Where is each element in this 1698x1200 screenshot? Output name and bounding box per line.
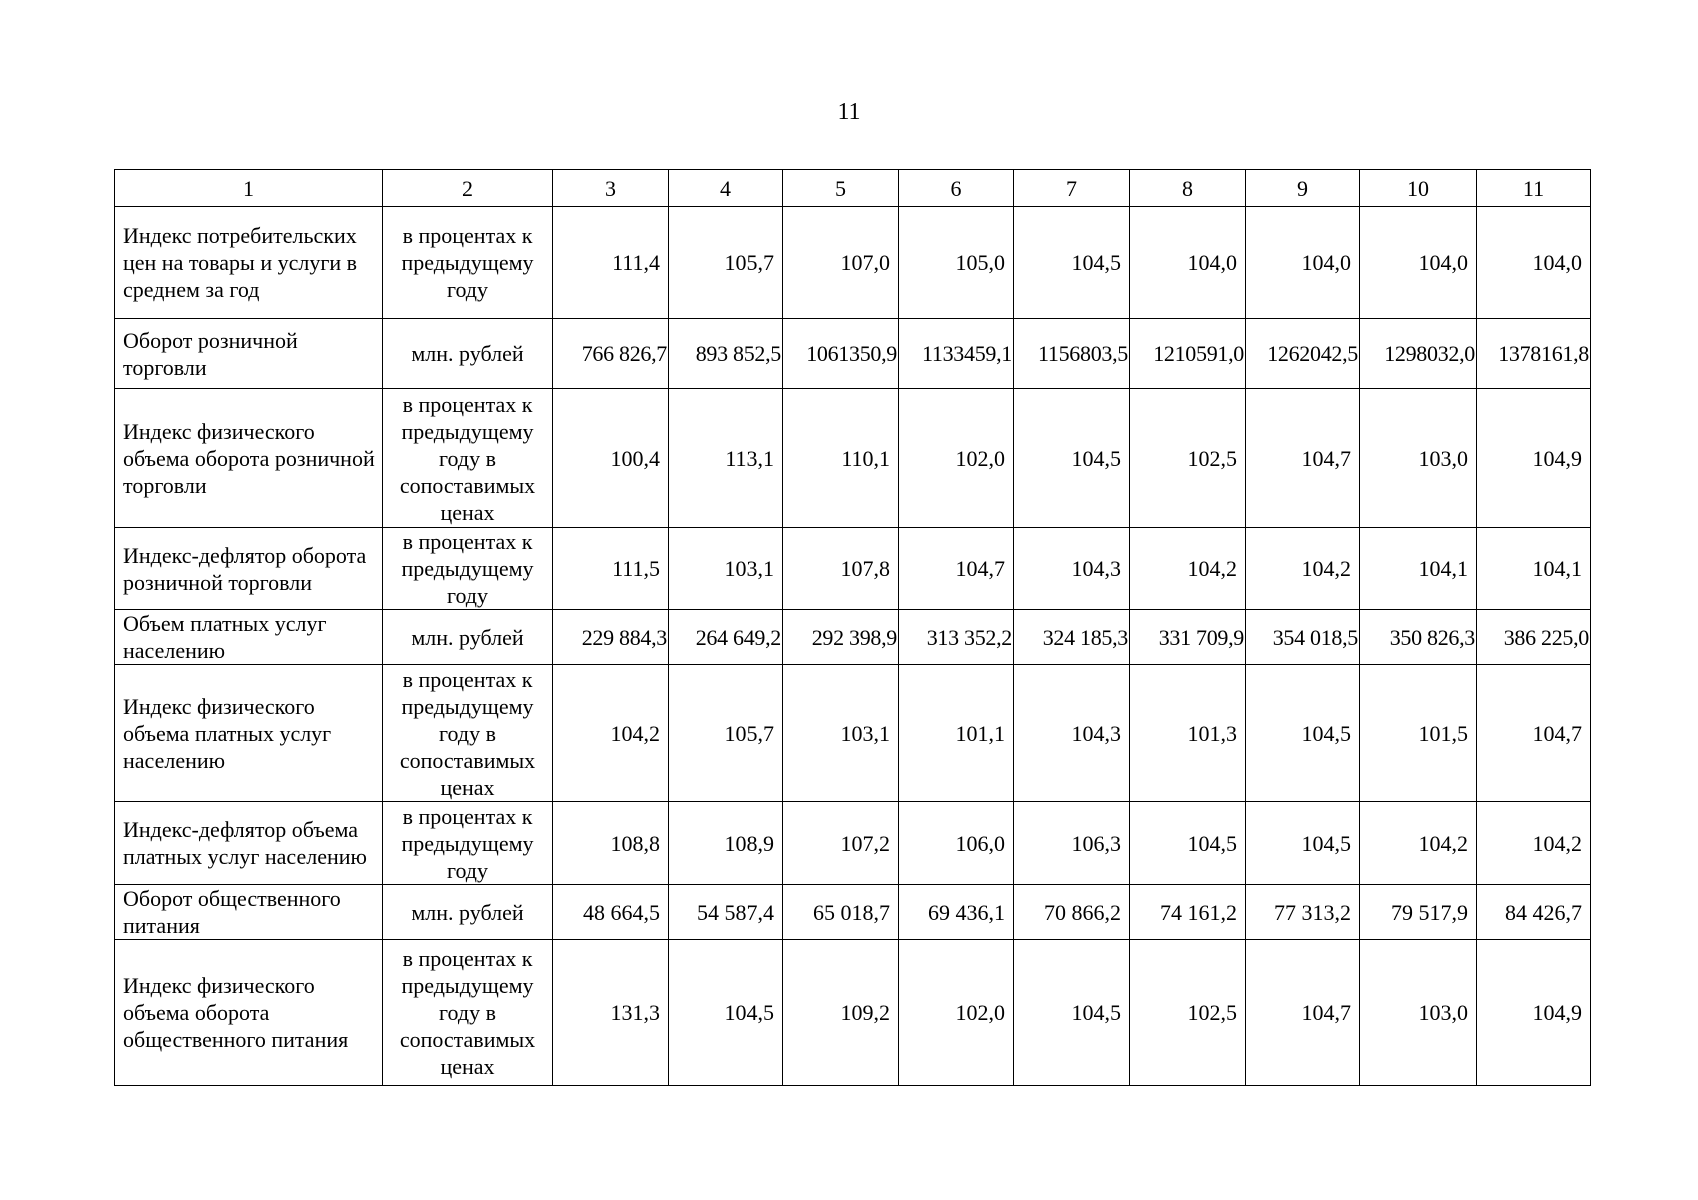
table-row [115,610,1591,665]
value-cell: 100,4 [553,389,669,528]
value-cell: 104,7 [1477,665,1591,802]
value-cell: 108,8 [553,802,669,885]
value-cell: 354 018,5 [1246,610,1360,665]
page-number: 11 [837,99,861,125]
unit-cell: млн. рублей [383,319,553,389]
value-cell: 104,5 [1014,207,1130,319]
value-cell: 104,2 [1360,802,1477,885]
value-cell: 766 826,7 [553,319,669,389]
column-header: 4 [669,170,783,207]
value-cell: 48 664,5 [553,885,669,940]
column-header: 1 [115,170,383,207]
table-row [115,885,1591,940]
value-cell: 1298032,0 [1360,319,1477,389]
header-row [115,170,1591,207]
value-cell: 104,2 [553,665,669,802]
value-cell: 104,5 [1014,389,1130,528]
value-cell: 70 866,2 [1014,885,1130,940]
value-cell: 104,2 [1130,528,1246,610]
value-cell: 104,7 [1246,940,1360,1086]
table-row [115,940,1591,1086]
indicator-cell: Объем платных услуг населению [115,610,383,665]
column-header: 7 [1014,170,1130,207]
value-cell: 313 352,2 [899,610,1014,665]
value-cell: 1061350,9 [783,319,899,389]
value-cell: 1156803,5 [1014,319,1130,389]
value-cell: 104,5 [1246,665,1360,802]
value-cell: 111,5 [553,528,669,610]
indicator-cell: Индекс физического объема оборота общественного питания [115,940,383,1086]
column-header: 6 [899,170,1014,207]
value-cell: 104,0 [1130,207,1246,319]
indicator-cell: Оборот общественного питания [115,885,383,940]
column-header: 3 [553,170,669,207]
unit-cell: млн. рублей [383,610,553,665]
value-cell: 264 649,2 [669,610,783,665]
value-cell: 104,5 [1130,802,1246,885]
value-cell: 104,1 [1477,528,1591,610]
indicator-cell: Оборот розничной торговли [115,319,383,389]
value-cell: 103,0 [1360,940,1477,1086]
value-cell: 74 161,2 [1130,885,1246,940]
table-row [115,207,1591,319]
value-cell: 69 436,1 [899,885,1014,940]
value-cell: 101,5 [1360,665,1477,802]
value-cell: 104,0 [1246,207,1360,319]
value-cell: 106,0 [899,802,1014,885]
value-cell: 292 398,9 [783,610,899,665]
indicator-cell: Индекс-дефлятор оборота розничной торговли [115,528,383,610]
value-cell: 102,0 [899,389,1014,528]
value-cell: 102,0 [899,940,1014,1086]
unit-cell: млн. рублей [383,885,553,940]
value-cell: 103,1 [669,528,783,610]
table-row [115,665,1591,802]
table-row [115,528,1591,610]
table-row [115,389,1591,528]
value-cell: 107,2 [783,802,899,885]
value-cell: 105,7 [669,207,783,319]
value-cell: 131,3 [553,940,669,1086]
value-cell: 104,0 [1477,207,1591,319]
value-cell: 111,4 [553,207,669,319]
value-cell: 54 587,4 [669,885,783,940]
value-cell: 107,8 [783,528,899,610]
unit-cell: в процентах к предыдущему году [383,528,553,610]
value-cell: 107,0 [783,207,899,319]
value-cell: 110,1 [783,389,899,528]
value-cell: 350 826,3 [1360,610,1477,665]
value-cell: 104,5 [669,940,783,1086]
value-cell: 79 517,9 [1360,885,1477,940]
value-cell: 108,9 [669,802,783,885]
column-header: 2 [383,170,553,207]
column-header: 10 [1360,170,1477,207]
value-cell: 113,1 [669,389,783,528]
indicator-cell: Индекс-дефлятор объема платных услуг населению [115,802,383,885]
value-cell: 106,3 [1014,802,1130,885]
value-cell: 77 313,2 [1246,885,1360,940]
unit-cell: в процентах к предыдущему году [383,207,553,319]
value-cell: 104,9 [1477,940,1591,1086]
value-cell: 104,5 [1014,940,1130,1086]
unit-cell: в процентах к предыдущему году в сопоставимых ценах [383,389,553,528]
value-cell: 1262042,5 [1246,319,1360,389]
value-cell: 1133459,1 [899,319,1014,389]
value-cell: 331 709,9 [1130,610,1246,665]
value-cell: 103,0 [1360,389,1477,528]
value-cell: 104,0 [1360,207,1477,319]
value-cell: 65 018,7 [783,885,899,940]
column-header: 5 [783,170,899,207]
value-cell: 104,2 [1477,802,1591,885]
value-cell: 104,7 [1246,389,1360,528]
indicator-cell: Индекс физического объема оборота розничной торговли [115,389,383,528]
unit-cell: в процентах к предыдущему году в сопоставимых ценах [383,940,553,1086]
value-cell: 229 884,3 [553,610,669,665]
value-cell: 109,2 [783,940,899,1086]
value-cell: 84 426,7 [1477,885,1591,940]
value-cell: 105,7 [669,665,783,802]
table-row [115,802,1591,885]
value-cell: 104,5 [1246,802,1360,885]
indicator-cell: Индекс потребительских цен на товары и услуги в среднем за год [115,207,383,319]
value-cell: 1210591,0 [1130,319,1246,389]
value-cell: 101,3 [1130,665,1246,802]
value-cell: 324 185,3 [1014,610,1130,665]
value-cell: 103,1 [783,665,899,802]
value-cell: 104,1 [1360,528,1477,610]
value-cell: 102,5 [1130,389,1246,528]
value-cell: 104,3 [1014,528,1130,610]
value-cell: 101,1 [899,665,1014,802]
column-header: 8 [1130,170,1246,207]
unit-cell: в процентах к предыдущему году [383,802,553,885]
table-row [115,319,1591,389]
indicator-cell: Индекс физического объема платных услуг населению [115,665,383,802]
value-cell: 104,3 [1014,665,1130,802]
value-cell: 104,7 [899,528,1014,610]
value-cell: 104,2 [1246,528,1360,610]
unit-cell: в процентах к предыдущему году в сопоставимых ценах [383,665,553,802]
value-cell: 893 852,5 [669,319,783,389]
column-header: 9 [1246,170,1360,207]
value-cell: 386 225,0 [1477,610,1591,665]
data-table [114,169,1591,1086]
value-cell: 104,9 [1477,389,1591,528]
value-cell: 1378161,8 [1477,319,1591,389]
value-cell: 105,0 [899,207,1014,319]
value-cell: 102,5 [1130,940,1246,1086]
column-header: 11 [1477,170,1591,207]
